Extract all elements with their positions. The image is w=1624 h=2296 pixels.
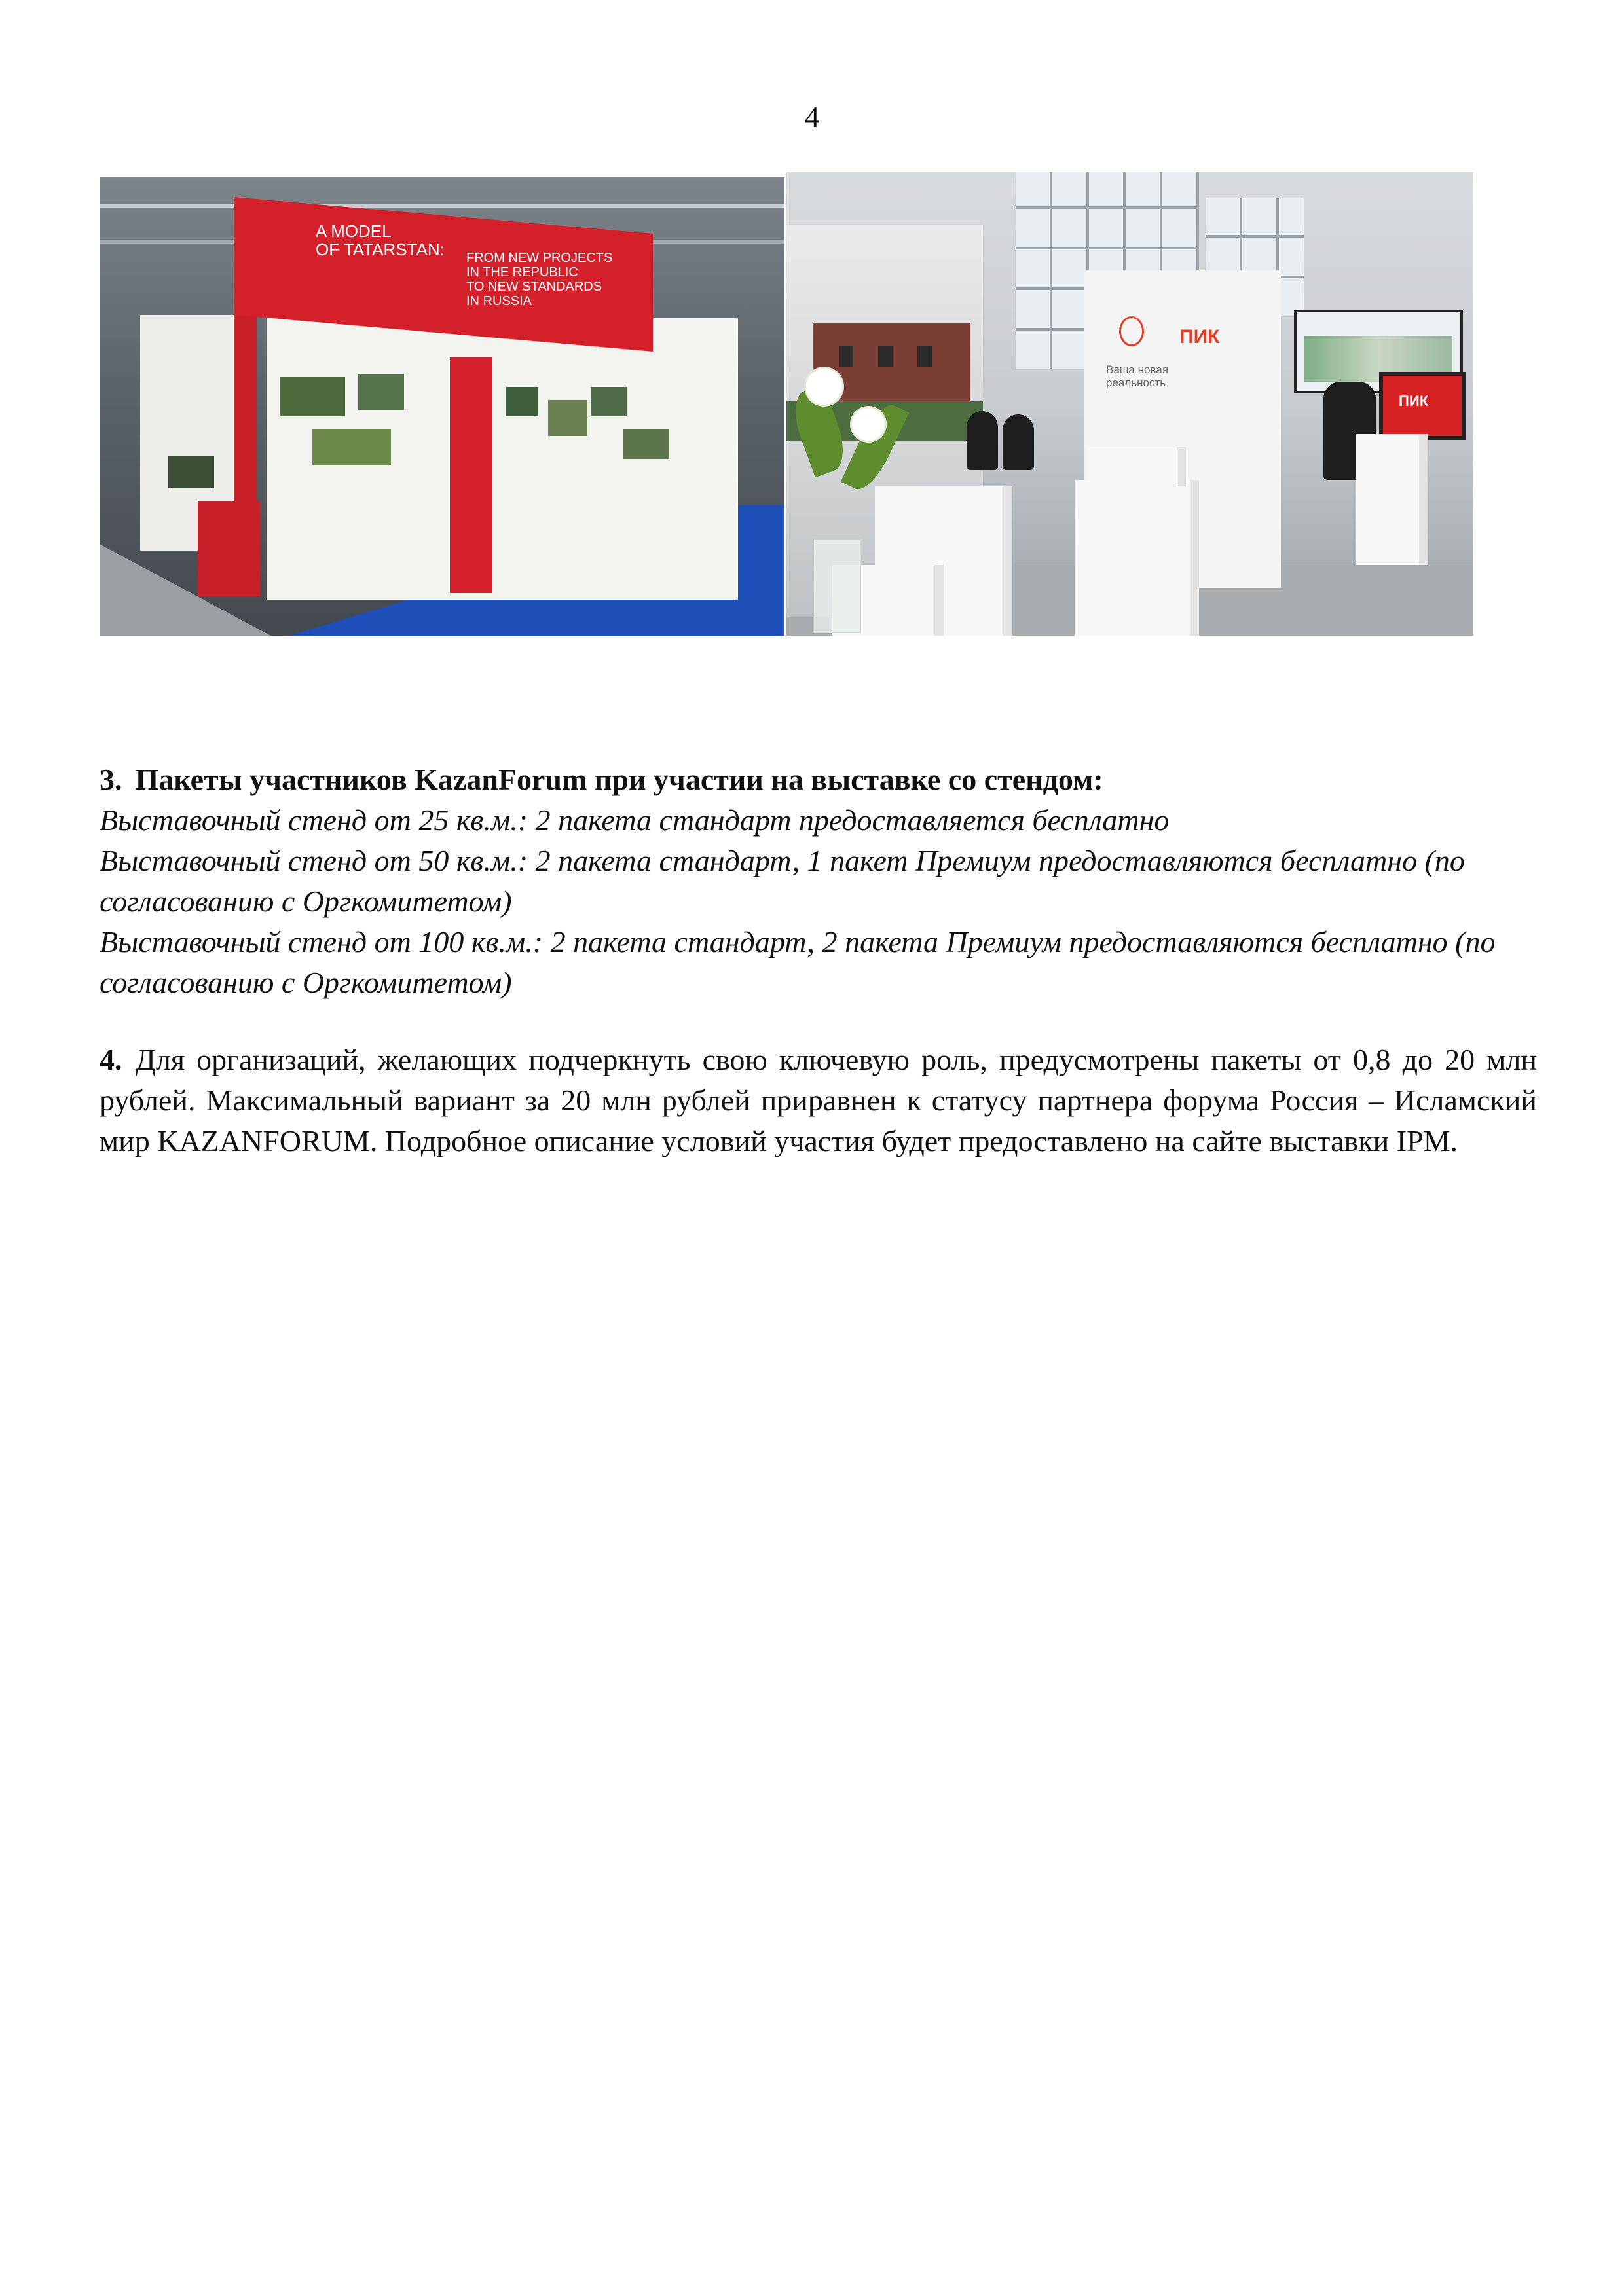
exhibit-photo [312, 429, 391, 465]
lily-flower [806, 369, 842, 405]
exhibit-photo [280, 377, 345, 416]
section-4 [100, 1040, 1537, 1161]
section-3 [100, 759, 1537, 1003]
exhibit-photo [168, 456, 214, 488]
ceiling-beam [100, 204, 784, 208]
package-item: Выставочный стенд от 100 кв.м.: 2 пакета стандарт, 2 пакета Премиум предоставляются бесплатно (по согласованию с Оргкомитетом) [100, 925, 1496, 999]
section-3-heading [100, 759, 1537, 800]
pik-logo: ПИК [1179, 326, 1220, 348]
exhibit-photo [506, 387, 538, 416]
red-tv-logo: ПИК [1399, 393, 1429, 409]
stand-red-panel [450, 357, 492, 593]
house-window [878, 346, 893, 367]
section-4-text: Для организаций, желающих подчеркнуть свою ключевую роль, предусмотрены пакеты от 0,8 до 20 млн рублей. Максимальный вариант за 20 млн рублей приравнен к статусу партнера форума Россия – Исламский мир KAZANFORUM. Подробное описание условий участия будет предоставлено на сайте выставки IPM. [100, 1043, 1537, 1157]
exhibit-photo [623, 429, 669, 459]
house-window [839, 346, 853, 367]
vr-headset-icon [1119, 316, 1144, 346]
section-4-number: 4. [100, 1043, 122, 1076]
section-4-paragraph [100, 1040, 1537, 1161]
exhibit-photo [358, 374, 404, 410]
pik-slogan: Ваша новая реальность [1106, 363, 1168, 389]
photo-pik-stand [786, 172, 1473, 636]
white-pedestal [1088, 447, 1186, 486]
section-3-title: Пакеты участников KazanForum при участии на выставке со стендом: [135, 763, 1103, 796]
stand-roof-title: A MODEL OF TATARSTAN: [316, 221, 445, 259]
visitor-figure [1003, 414, 1034, 470]
info-kiosk [198, 501, 260, 596]
lily-flower [852, 408, 885, 441]
exhibit-photo [548, 400, 587, 436]
package-item: Выставочный стенд от 25 кв.м.: 2 пакета стандарт предоставляется бесплатно [100, 803, 1170, 837]
house-window [917, 346, 932, 367]
glass-vase [813, 539, 861, 633]
package-item: Выставочный стенд от 50 кв.м.: 2 пакета стандарт, 1 пакет Премиум предоставляются бесплатно (по согласованию с Оргкомитетом) [100, 844, 1465, 918]
visitor-figure [967, 411, 998, 470]
section-3-number: 3. [100, 763, 122, 796]
exhibit-photo [591, 387, 627, 416]
photo-tatarstan-stand [100, 177, 784, 636]
white-pedestal [1356, 434, 1428, 565]
page-number: 4 [804, 100, 820, 134]
stand-roof-subtitle: FROM NEW PROJECTS IN THE REPUBLIC TO NEW STANDARDS IN RUSSIA [466, 251, 613, 308]
white-pedestal [1075, 480, 1199, 636]
photo-strip [100, 172, 1473, 636]
